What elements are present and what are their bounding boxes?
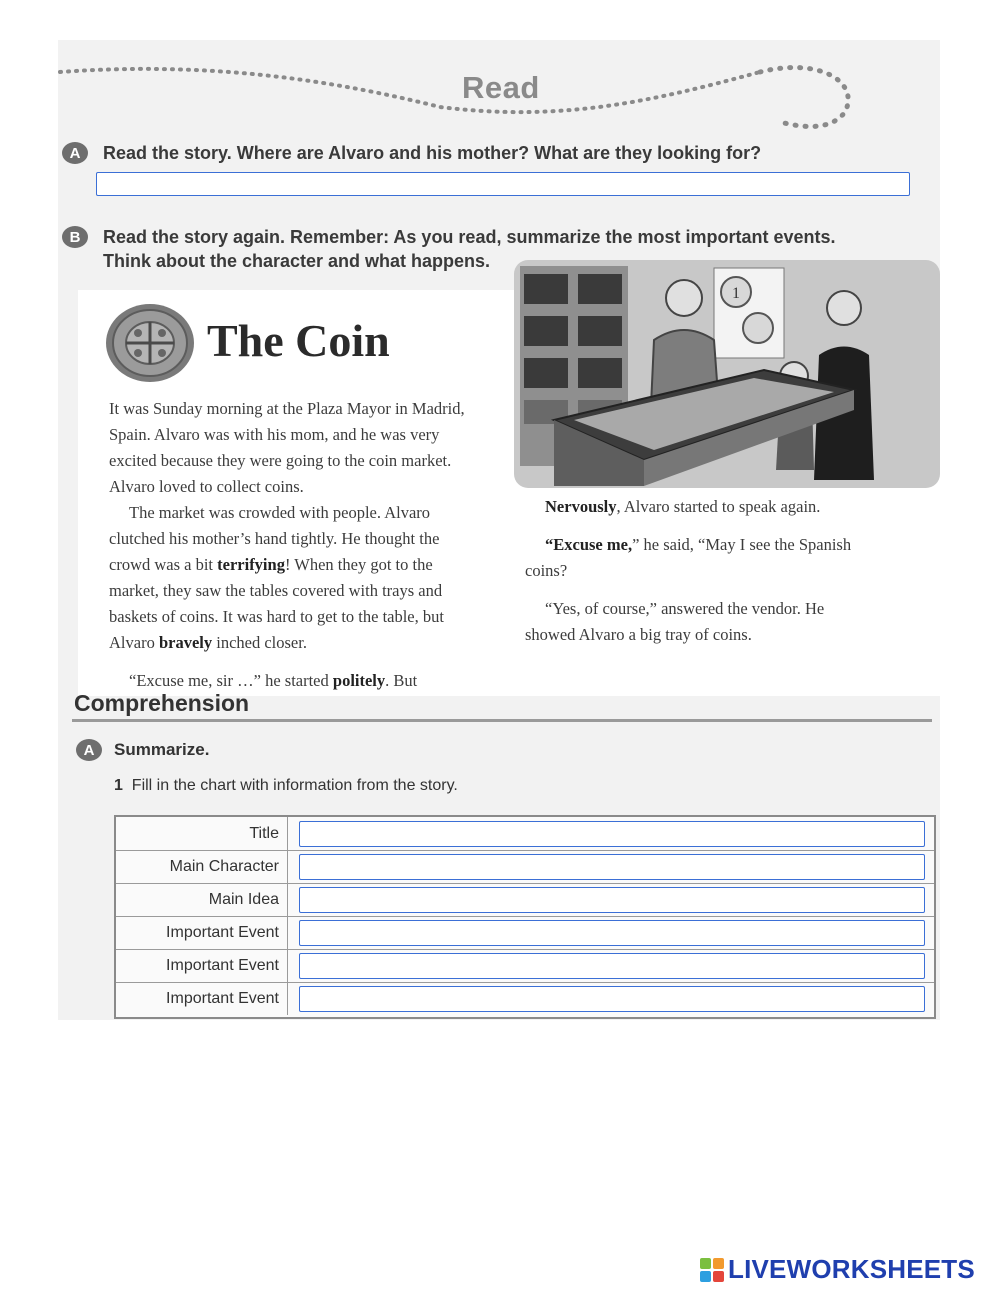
summary-chart bbox=[114, 815, 936, 1019]
poster-coin-label: 1 bbox=[732, 285, 740, 302]
section-b-instruction-line1: Read the story again. Remember: As you read, summarize the most important events. bbox=[103, 227, 836, 247]
page-title: Read bbox=[462, 70, 540, 105]
main-character-input[interactable] bbox=[299, 854, 925, 880]
main-idea-input[interactable] bbox=[299, 887, 925, 913]
story-paragraph-3-text-a: “Excuse me, sir …” he started bbox=[129, 671, 333, 690]
story-paragraph-2-text-b: ! When they got to the market, they saw the tables covered with trays and baskets of coins. It was hard to get to the table, but Alvaro bbox=[109, 555, 444, 652]
item-number: 1 bbox=[114, 777, 123, 794]
vocab-politely: politely bbox=[332, 671, 386, 690]
row-label-important-event-3: Important Event bbox=[116, 982, 288, 1015]
important-event-2-input[interactable] bbox=[299, 953, 925, 979]
row-label-title: Title bbox=[116, 817, 288, 850]
story-right-paragraph-3: “Yes, of course,” answered the vendor. He showed Alvaro a big tray of coins. bbox=[525, 599, 825, 644]
section-b-instruction-line2: Think about the character and what happens. bbox=[103, 251, 491, 271]
section-a-marker: A bbox=[62, 142, 88, 164]
comprehension-a-marker: A bbox=[76, 739, 102, 761]
story-paragraph-2-text-c: inched closer. bbox=[212, 633, 307, 652]
chart-row-main-character bbox=[116, 850, 934, 884]
story-right-paragraph-2-text: ” he said, “May I see the Spanish coins? bbox=[525, 535, 852, 580]
dialogue-excuse-me: “Excuse me, bbox=[545, 535, 633, 554]
comprehension-divider bbox=[72, 719, 932, 722]
vocab-terrifying: terrifying bbox=[217, 555, 285, 574]
row-label-main-idea: Main Idea bbox=[116, 883, 288, 916]
item-text: Fill in the chart with information from the story. bbox=[131, 777, 458, 794]
brand-name: LIVEWORKSHEETS bbox=[728, 1254, 975, 1284]
story-paragraph-1: It was Sunday morning at the Plaza Mayor in Madrid, Spain. Alvaro was with his mom, and he was very excited because they were going to the coin market. Alvaro loved to collect coins. bbox=[109, 399, 465, 496]
section-a-answer-input[interactable] bbox=[96, 172, 910, 196]
story-right-column bbox=[525, 494, 855, 648]
liveworksheets-brand bbox=[700, 1254, 975, 1285]
story-right-paragraph-1 bbox=[525, 494, 855, 520]
chart-row-title bbox=[116, 817, 934, 851]
story-paragraph-2-text-a: The market was crowded with people. Alvaro clutched his mother’s hand tightly. He thought the crowd was a bit bbox=[109, 503, 440, 574]
liveworksheets-logo-icon bbox=[700, 1258, 724, 1282]
row-label-important-event-1: Important Event bbox=[116, 916, 288, 949]
story-paragraph-3-text-b: . But bbox=[385, 671, 418, 690]
story-right-paragraph-2 bbox=[525, 532, 855, 584]
important-event-1-input[interactable] bbox=[299, 920, 925, 946]
row-label-main-character: Main Character bbox=[116, 850, 288, 883]
story-paragraph-2 bbox=[109, 500, 484, 656]
chart-row-main-idea bbox=[116, 883, 934, 917]
important-event-3-input[interactable] bbox=[299, 986, 925, 1012]
section-a-question: Read the story. Where are Alvaro and his mother? What are they looking for? bbox=[103, 143, 762, 163]
chart-row-important-event-1 bbox=[116, 916, 934, 950]
spanish-coin-icon bbox=[104, 302, 196, 384]
coin-market-illustration bbox=[514, 260, 940, 488]
section-b-marker: B bbox=[62, 226, 88, 248]
summarize-label: Summarize. bbox=[114, 740, 210, 759]
chart-row-important-event-2 bbox=[116, 949, 934, 983]
story-left-column bbox=[109, 396, 484, 694]
story-title: The Coin bbox=[207, 315, 390, 366]
story-right-paragraph-1-text: , Alvaro started to speak again. bbox=[616, 497, 821, 516]
chart-row-important-event-3 bbox=[116, 982, 934, 1015]
vocab-bravely: bravely bbox=[158, 633, 213, 652]
comprehension-title: Comprehension bbox=[74, 690, 250, 716]
row-label-important-event-2: Important Event bbox=[116, 949, 288, 982]
title-input[interactable] bbox=[299, 821, 925, 847]
vocab-nervously: Nervously bbox=[545, 497, 617, 516]
item-1-instruction bbox=[114, 777, 458, 795]
